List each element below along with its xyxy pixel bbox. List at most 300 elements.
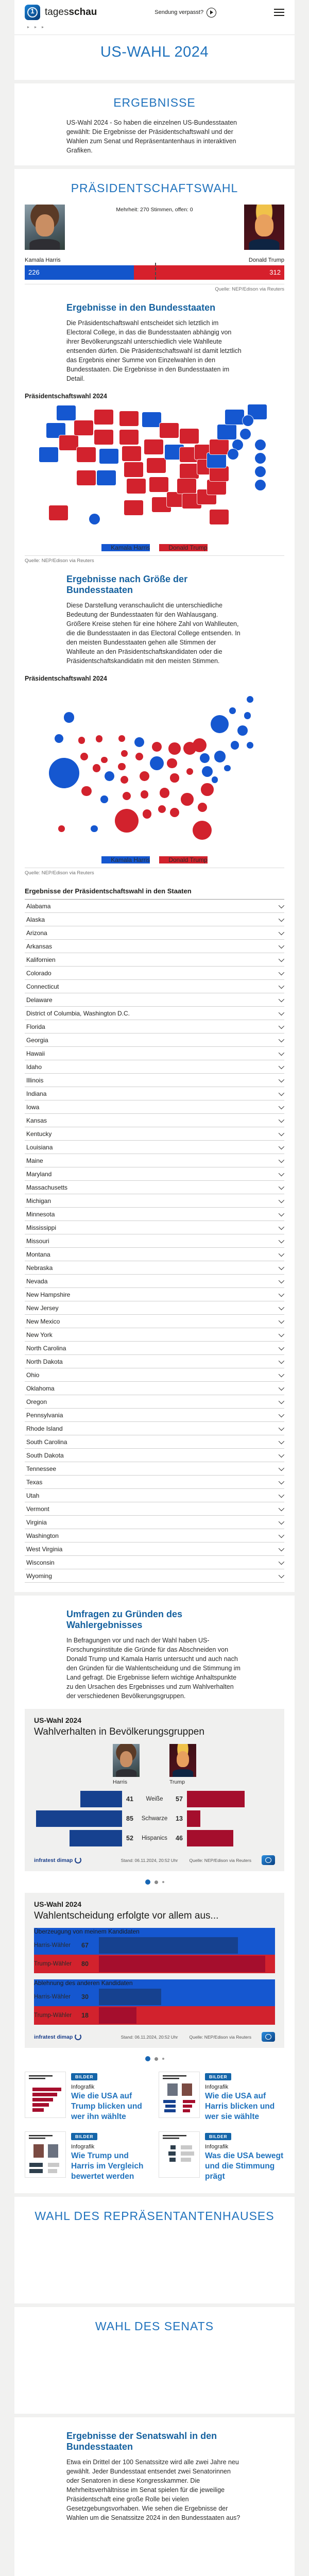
state-bubble[interactable] <box>135 753 143 760</box>
state-bubble[interactable] <box>237 725 248 736</box>
state-map-tile[interactable] <box>119 430 139 445</box>
state-name: Iowa <box>26 1103 40 1111</box>
state-accordion-row[interactable] <box>25 1141 284 1154</box>
chevron-down-icon <box>279 929 284 935</box>
chevron-down-icon <box>279 1425 284 1430</box>
state-map-tile[interactable] <box>149 477 168 492</box>
teaser-grid <box>25 2072 284 2182</box>
sendung-verpasst-link[interactable] <box>154 8 216 18</box>
chevron-down-icon <box>279 1130 284 1136</box>
bilder-badge: BILDER <box>71 2133 97 2140</box>
source-note: Quelle: NEP/Edison via Reuters <box>215 286 284 292</box>
state-map-tile[interactable] <box>207 480 226 495</box>
state-bubble[interactable] <box>181 793 193 805</box>
electoral-vote-bar <box>25 265 284 280</box>
state-accordion-row[interactable] <box>25 1502 284 1516</box>
state-name: Montana <box>26 1250 50 1258</box>
state-accordion-row[interactable] <box>25 1529 284 1543</box>
carousel-dot-active[interactable] <box>145 2056 150 2061</box>
state-bubble[interactable] <box>167 758 177 769</box>
state-name: Colorado <box>26 969 52 977</box>
state-map-tile[interactable] <box>77 470 96 485</box>
harris-photo <box>113 1744 140 1777</box>
carousel-dot[interactable] <box>154 2057 158 2061</box>
teaser-thumbnail[interactable] <box>159 2131 200 2178</box>
carousel-dots <box>14 2056 295 2061</box>
hamburger-menu-icon[interactable] <box>274 9 284 16</box>
teaser-title[interactable]: Wie Trump und Harris im Vergleich bewertet werden <box>71 2151 144 2181</box>
state-bubble[interactable] <box>100 795 108 803</box>
state-name: Indiana <box>26 1090 47 1097</box>
trump-name: Donald Trump <box>248 257 284 263</box>
chevron-down-icon <box>279 1210 284 1216</box>
teaser-kicker: Infografik <box>205 2084 229 2090</box>
state-bubble[interactable] <box>224 765 231 772</box>
state-bubble[interactable] <box>247 696 254 703</box>
infratest-dimap-logo: infratest dimap <box>34 1857 81 1863</box>
chevron-down-icon <box>279 1451 284 1457</box>
ard-logo-icon <box>262 2032 275 2042</box>
legend-label: Kamala Harris <box>111 856 150 863</box>
state-bubble[interactable] <box>58 825 65 832</box>
state-bubble[interactable] <box>134 737 144 747</box>
demographics-rows <box>34 1789 275 1848</box>
demographics-row <box>34 1789 275 1809</box>
state-name: South Carolina <box>26 1438 67 1446</box>
state-name: New Hampshire <box>26 1291 71 1298</box>
carousel-dot[interactable] <box>162 1881 164 1883</box>
decision-row-group <box>34 1955 275 1973</box>
state-accordion-row[interactable] <box>25 1382 284 1395</box>
teaser-card[interactable] <box>159 2131 284 2182</box>
state-map-tile[interactable] <box>210 466 229 481</box>
state-name: Arkansas <box>26 942 53 950</box>
senatswahl-section <box>14 2417 295 2576</box>
state-bubble[interactable] <box>49 758 79 788</box>
state-name: Oregon <box>26 1398 47 1405</box>
legend-swatch <box>101 857 108 863</box>
state-bubble[interactable] <box>247 742 254 749</box>
state-bubble[interactable] <box>200 753 210 763</box>
trump-bar <box>187 1791 245 1807</box>
state-name: Washington <box>26 1532 59 1539</box>
teaser-kicker: Infografik <box>205 2144 229 2150</box>
state-name: North Dakota <box>26 1358 63 1365</box>
umfragen-subhead: Umfragen zu Gründen des Wahlergebnisses <box>66 1609 183 1630</box>
state-map-tile[interactable] <box>255 466 266 477</box>
state-accordion-row[interactable] <box>25 1074 284 1087</box>
state-accordion-row[interactable] <box>25 1409 284 1422</box>
state-map-tile[interactable] <box>94 410 113 425</box>
state-name: Kalifornien <box>26 956 56 963</box>
state-accordion-row[interactable] <box>25 1275 284 1288</box>
legend-swatch <box>159 545 165 551</box>
chevron-down-icon <box>279 956 284 961</box>
legend-item <box>159 856 207 863</box>
state-bubble[interactable] <box>81 786 92 796</box>
state-accordion-row[interactable] <box>25 1087 284 1100</box>
state-bubble[interactable] <box>64 712 75 723</box>
tagesschau-logo-icon[interactable] <box>25 5 40 20</box>
infratest-spinner-icon <box>75 1857 81 1863</box>
state-accordion-row[interactable] <box>25 967 284 980</box>
brand-bold: schau <box>68 7 97 18</box>
state-accordion-row[interactable] <box>25 1208 284 1221</box>
teaser-thumbnail[interactable] <box>25 2072 66 2118</box>
state-map-tile[interactable] <box>49 505 68 520</box>
state-bubble[interactable] <box>141 790 148 798</box>
state-name: Illinois <box>26 1076 44 1084</box>
state-name: Florida <box>26 1023 45 1030</box>
voter-group-label: Harris-Wähler <box>34 1994 71 2000</box>
group-label: Überzeugung von meinem Kandidaten <box>34 1928 140 1935</box>
state-bubble[interactable] <box>150 756 164 770</box>
chevron-down-icon <box>279 1411 284 1417</box>
state-accordion-row[interactable] <box>25 1154 284 1167</box>
value-bar <box>99 1956 265 1972</box>
state-bubble[interactable] <box>118 735 125 742</box>
embed-placeholder <box>14 2226 295 2303</box>
breadcrumb-item[interactable] <box>25 24 32 30</box>
states-text: Die Präsidentschaftswahl entscheidet sich letztlich im Electoral College, in das die Bundesstaaten abhängig von ihrer Bevölkerungszahl unterschiedlich viele Wahlleute entsenden dürfen. Die Präsidentschaftswahl ist damit letztlich das Ergebnis einer Summe von Einzelwahlen in den Bundesstaaten. Die Ergebnisse in den Bundesstaaten im Detail. <box>66 319 242 382</box>
trump-photo <box>169 1744 196 1777</box>
state-map-tile[interactable] <box>77 447 96 462</box>
state-map-tile[interactable] <box>124 500 143 515</box>
state-name: Idaho <box>26 1063 42 1071</box>
state-name: Massachusetts <box>26 1183 68 1191</box>
harris-bar <box>80 1791 122 1807</box>
state-bubble[interactable] <box>91 825 98 833</box>
section-title-praesidentschaftswahl: PRÄSIDENTSCHAFTSWAHL <box>71 181 238 195</box>
state-map-tile[interactable] <box>243 415 253 426</box>
state-accordion-row[interactable] <box>25 1033 284 1047</box>
chevron-down-icon <box>279 982 284 988</box>
state-map-tile[interactable] <box>59 435 78 450</box>
carousel-dot-active[interactable] <box>145 1879 150 1885</box>
state-bubble[interactable] <box>101 757 108 764</box>
state-accordion-row[interactable] <box>25 1315 284 1328</box>
state-map-tile[interactable] <box>99 449 118 464</box>
state-bubble[interactable] <box>193 821 212 840</box>
embed-placeholder <box>14 2528 295 2576</box>
state-accordion-row[interactable] <box>25 953 284 967</box>
state-name: Missouri <box>26 1237 49 1245</box>
state-bubble[interactable] <box>121 750 128 757</box>
chevron-down-icon <box>279 1371 284 1377</box>
state-bubble[interactable] <box>212 776 218 783</box>
state-map-tile[interactable] <box>97 470 116 485</box>
state-accordion-row[interactable] <box>25 900 284 913</box>
state-name: New Jersey <box>26 1304 59 1312</box>
chevron-down-icon <box>279 1237 284 1243</box>
chevron-down-icon <box>279 1170 284 1176</box>
state-accordion-row[interactable] <box>25 1395 284 1409</box>
stand-note: Stand: 06.11.2024, 20:52 Uhr <box>121 1857 178 1863</box>
electoral-college-bubble-map <box>29 686 280 850</box>
legend-item <box>101 544 150 551</box>
state-bubble[interactable] <box>170 808 179 817</box>
state-bubble[interactable] <box>96 735 103 742</box>
teaser-thumbnail[interactable] <box>25 2131 66 2178</box>
state-map-tile[interactable] <box>39 447 58 462</box>
states-subhead: Ergebnisse in den Bundesstaaten <box>66 302 216 313</box>
state-bubble[interactable] <box>55 734 63 743</box>
state-accordion-row[interactable] <box>25 1449 284 1462</box>
teaser-title[interactable]: Wie die USA auf Harris blicken und wer sie wählte <box>205 2092 275 2121</box>
bubble-legend <box>14 856 295 863</box>
breadcrumb-item[interactable] <box>32 24 39 30</box>
state-name: Wisconsin <box>26 1558 55 1566</box>
state-bubble[interactable] <box>160 788 170 798</box>
state-map-tile[interactable] <box>144 439 163 454</box>
state-name: Wyoming <box>26 1572 52 1580</box>
state-name: Louisiana <box>26 1143 53 1151</box>
state-accordion-row[interactable] <box>25 1516 284 1529</box>
state-bubble[interactable] <box>168 742 181 755</box>
chevron-down-icon <box>279 1023 284 1028</box>
majority-tick <box>155 263 156 280</box>
state-name: Mississippi <box>26 1224 57 1231</box>
state-accordion-row[interactable] <box>25 1462 284 1476</box>
state-map-tile[interactable] <box>74 420 93 435</box>
trump-photo <box>244 205 284 250</box>
state-accordion-row[interactable] <box>25 1127 284 1141</box>
bubble-chart-label: Präsidentschaftswahl 2024 <box>25 675 107 682</box>
harris-value: 85 <box>126 1815 133 1822</box>
chevron-down-icon <box>279 902 284 908</box>
group-label: Ablehnung des anderen Kandidaten <box>34 1979 133 1987</box>
state-accordion-row[interactable] <box>25 1569 284 1583</box>
chart-title: Wahlverhalten in Bevölkerungsgruppen <box>34 1726 204 1737</box>
state-bubble[interactable] <box>198 803 207 812</box>
harris-photo <box>25 205 65 250</box>
voter-group-label: Harris-Wähler <box>34 1942 71 1948</box>
state-map-tile[interactable] <box>160 423 179 438</box>
state-accordion-row[interactable] <box>25 1556 284 1569</box>
value-bar <box>99 1937 238 1954</box>
state-name: Rhode Island <box>26 1425 63 1432</box>
state-map-tile[interactable] <box>119 411 139 426</box>
state-bubble[interactable] <box>229 707 236 714</box>
value: 67 <box>81 1942 89 1949</box>
source-note: Quelle: NEP/Edison via Reuters <box>25 870 94 876</box>
state-map-tile[interactable] <box>180 464 199 479</box>
state-map-tile[interactable] <box>255 439 266 450</box>
state-name: Kentucky <box>26 1130 52 1138</box>
state-accordion-row[interactable] <box>25 1181 284 1194</box>
section-title-ergebnisse: ERGEBNISSE <box>113 96 196 109</box>
state-bubble[interactable] <box>143 809 151 818</box>
state-map-tile[interactable] <box>122 446 141 461</box>
state-bubble[interactable] <box>118 763 126 771</box>
states-accordion-title: Ergebnisse der Präsidentschaftswahl in den Staaten <box>25 887 192 895</box>
teaser-kicker: Infografik <box>71 2084 95 2090</box>
decision-row-group <box>34 1928 275 1955</box>
chart-kicker: US-Wahl 2024 <box>34 1900 82 1908</box>
play-icon[interactable] <box>207 8 216 18</box>
state-map-tile[interactable] <box>89 514 100 524</box>
state-name: Oklahoma <box>26 1384 55 1392</box>
state-name: Vermont <box>26 1505 49 1513</box>
teaser-title[interactable]: Was die USA bewegt und die Stimmung prägt <box>205 2151 284 2181</box>
state-bubble[interactable] <box>158 805 166 813</box>
teaser-card[interactable] <box>159 2072 284 2122</box>
state-accordion-row[interactable] <box>25 993 284 1007</box>
state-name: Nevada <box>26 1277 48 1285</box>
teaser-card[interactable] <box>25 2072 150 2122</box>
state-map-tile[interactable] <box>57 405 76 420</box>
teaser-title[interactable]: Wie die USA auf Trump blicken und wer ihn wählte <box>71 2092 142 2121</box>
sendung-verpasst-label: Sendung verpasst? <box>154 9 204 15</box>
state-bubble[interactable] <box>231 741 239 749</box>
state-map-tile[interactable] <box>255 453 266 464</box>
decision-row-group <box>34 2006 275 2025</box>
state-map-tile[interactable] <box>240 429 251 439</box>
state-map-tile[interactable] <box>255 480 266 490</box>
state-accordion-row[interactable] <box>25 1248 284 1261</box>
chevron-down-icon <box>279 1157 284 1162</box>
state-accordion-row[interactable] <box>25 913 284 926</box>
state-accordion-row[interactable] <box>25 1221 284 1234</box>
value-bar <box>99 1989 161 2005</box>
size-text: Diese Darstellung veranschaulicht die unterschiedliche Bedeutung der Bundesstaaten für den Wahlausgang. Größere Kreise stehen für eine höhere Zahl von Wahlleuten, die die Bundesstaaten in das Electoral College entsenden. In den meisten Bundesstaaten gehen alle Stimmen der Wahlleute an den Präsidentschaftskandidaten oder die Präsidentschaftskandidatin mit den meisten Stimmen. <box>66 602 241 665</box>
state-accordion-row[interactable] <box>25 1489 284 1502</box>
size-subhead: Ergebnisse nach Größe der Bundesstaaten <box>66 574 188 595</box>
harris-value: 52 <box>126 1835 133 1842</box>
state-map-tile[interactable] <box>210 510 229 524</box>
state-map-tile[interactable] <box>147 458 166 473</box>
demographics-row <box>34 1828 275 1848</box>
state-accordion-row[interactable] <box>25 1543 284 1556</box>
decision-row-group <box>34 1979 275 2006</box>
state-accordion-row[interactable] <box>25 1355 284 1368</box>
state-accordion-row[interactable] <box>25 1234 284 1248</box>
state-bubble[interactable] <box>115 809 139 833</box>
state-accordion-row[interactable] <box>25 926 284 940</box>
state-accordion-row[interactable] <box>25 1194 284 1208</box>
state-map-tile[interactable] <box>210 439 229 454</box>
state-bubble[interactable] <box>80 753 88 760</box>
state-map-tile[interactable] <box>94 430 113 445</box>
umfragen-section <box>14 1596 295 2193</box>
trump-value: 46 <box>176 1835 183 1842</box>
state-map-tile[interactable] <box>207 453 226 468</box>
legend-label: Donald Trump <box>168 856 208 863</box>
state-name: Georgia <box>26 1036 48 1044</box>
state-accordion-row[interactable] <box>25 1288 284 1301</box>
state-map-tile[interactable] <box>142 412 161 427</box>
state-bubble[interactable] <box>186 768 194 775</box>
state-map-tile[interactable] <box>127 479 146 494</box>
state-accordion-row[interactable] <box>25 940 284 953</box>
state-map-tile[interactable] <box>180 429 199 444</box>
state-accordion-row[interactable] <box>25 1167 284 1181</box>
umfragen-text: In Befragungen vor und nach der Wahl haben US-Forschungsinstitute die Gründe für das Abschneiden von Donald Trump und Kamala Harris untersucht und auch nach den Gründen für die Wahlentscheidung und die Stimmung im Land gefragt. Die Ergebnisse liefern wichtige Anhaltspunkte zu den Ursachen des Ergebnisses und zum Wahlverhalten der verschiedenen Bevölkerungsgruppen. <box>66 1637 241 1700</box>
category-label: Weiße <box>146 1796 163 1802</box>
chevron-down-icon <box>279 1518 284 1524</box>
state-accordion-row[interactable] <box>25 1435 284 1449</box>
teaser-thumbnail[interactable] <box>159 2072 200 2118</box>
teaser-card[interactable] <box>25 2131 150 2182</box>
breadcrumb-item[interactable] <box>39 24 46 30</box>
state-accordion-row[interactable] <box>25 1100 284 1114</box>
state-accordion-row[interactable] <box>25 1368 284 1382</box>
chevron-down-icon <box>279 1009 284 1015</box>
senatswahl-subhead: Ergebnisse der Senatswahl in den Bundesstaaten <box>66 2431 217 2452</box>
state-name: Hawaii <box>26 1049 45 1057</box>
state-map-tile[interactable] <box>217 425 236 439</box>
chevron-down-icon <box>279 942 284 948</box>
state-accordion-row[interactable] <box>25 1007 284 1020</box>
breadcrumb <box>14 23 295 35</box>
category-label: Hispanics <box>142 1835 167 1841</box>
demographics-chart-card <box>25 1709 284 1871</box>
state-accordion-row[interactable] <box>25 1047 284 1060</box>
state-accordion-row[interactable] <box>25 980 284 993</box>
chevron-down-icon <box>279 1304 284 1310</box>
state-name: West Virginia <box>26 1545 63 1553</box>
state-accordion-row[interactable] <box>25 1020 284 1033</box>
state-bubble[interactable] <box>93 764 100 772</box>
trump-bar <box>187 1830 233 1846</box>
chevron-down-icon <box>279 1572 284 1578</box>
state-bubble[interactable] <box>201 783 213 795</box>
state-bubble[interactable] <box>78 737 85 744</box>
state-bubble[interactable] <box>121 776 128 784</box>
chart-title: Wahlentscheidung erfolgte vor allem aus... <box>34 1910 219 1921</box>
majority-note: Mehrheit: 270 Stimmen, offen: 0 <box>116 207 193 213</box>
state-accordion-row[interactable] <box>25 1301 284 1315</box>
state-bubble[interactable] <box>244 712 251 719</box>
carousel-dot[interactable] <box>162 2058 164 2060</box>
harris-bar <box>70 1830 122 1846</box>
state-accordion-row[interactable] <box>25 1261 284 1275</box>
state-bubble[interactable] <box>193 738 207 752</box>
state-bubble[interactable] <box>202 766 213 777</box>
state-accordion-row[interactable] <box>25 1328 284 1342</box>
state-bubble[interactable] <box>214 751 226 762</box>
state-bubble[interactable] <box>123 792 131 800</box>
state-accordion-row[interactable] <box>25 1476 284 1489</box>
state-accordion-row[interactable] <box>25 1114 284 1127</box>
chevron-down-icon <box>279 1558 284 1564</box>
state-name: Alaska <box>26 916 45 923</box>
state-accordion-row[interactable] <box>25 1342 284 1355</box>
chevron-down-icon <box>279 1250 284 1256</box>
map-legend <box>14 544 295 551</box>
state-map-tile[interactable] <box>177 479 196 494</box>
brand-wordmark[interactable] <box>45 7 97 18</box>
state-bubble[interactable] <box>105 771 114 781</box>
teaser-kicker: Infografik <box>71 2144 95 2150</box>
state-map-tile[interactable] <box>124 462 143 477</box>
state-bubble[interactable] <box>152 742 162 752</box>
chevron-down-icon <box>279 1291 284 1296</box>
candidates-header <box>25 205 284 254</box>
state-name: Connecticut <box>26 982 59 990</box>
state-accordion-row[interactable] <box>25 1422 284 1435</box>
stand-note: Stand: 06.11.2024, 20:52 Uhr <box>121 2034 178 2040</box>
legend-swatch <box>101 545 108 551</box>
state-map-tile[interactable] <box>225 410 244 425</box>
state-map-tile[interactable] <box>228 449 238 460</box>
state-bubble[interactable] <box>211 715 229 733</box>
carousel-dot[interactable] <box>154 1880 158 1884</box>
state-bubble[interactable] <box>140 771 149 781</box>
state-name: Pennsylvania <box>26 1411 63 1419</box>
state-bubble[interactable] <box>170 773 179 782</box>
state-accordion-row[interactable] <box>25 1060 284 1074</box>
